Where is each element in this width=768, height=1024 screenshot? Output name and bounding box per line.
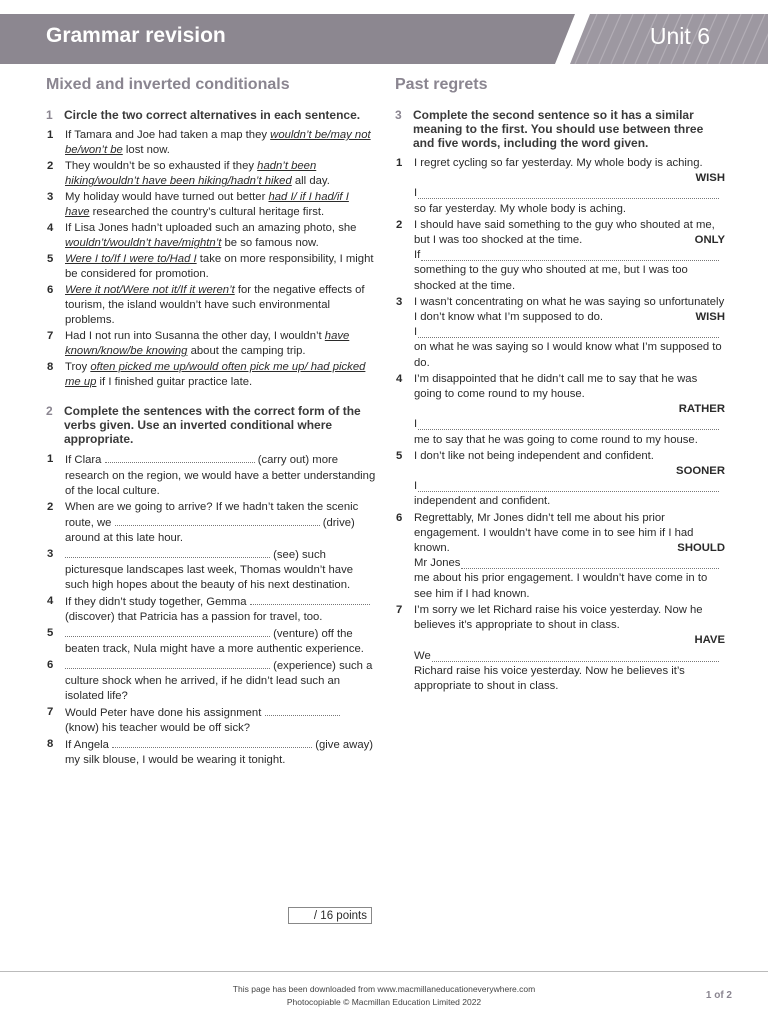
sentence-start: Would Peter have done his assignment (65, 706, 265, 719)
footer-divider (0, 971, 768, 972)
key-word: SOONER (676, 465, 725, 478)
alternatives-options[interactable]: wouldn’t/wouldn’t have/mightn’t (65, 236, 222, 249)
answer-blank[interactable] (65, 626, 270, 637)
sentence-part: take on more responsibility, I might be considered for promotion. (65, 252, 374, 280)
key-word-line (414, 402, 725, 417)
answer-blank[interactable] (65, 547, 270, 558)
list-item (395, 511, 725, 602)
sentence-start: If Angela (65, 738, 113, 751)
list-item (46, 452, 376, 499)
key-word: HAVE (694, 634, 725, 647)
key-word: WISH (695, 172, 725, 185)
answer-row (414, 248, 725, 263)
key-word: ONLY (694, 234, 725, 247)
list-item (46, 283, 376, 329)
item-text (65, 626, 376, 657)
list-item (46, 705, 376, 736)
answer-blank[interactable] (250, 594, 370, 605)
list-item (395, 603, 725, 694)
item-text (414, 449, 725, 510)
page-title: Grammar revision (46, 24, 226, 47)
item-text (65, 329, 376, 359)
exercise-3-list (395, 156, 725, 694)
answer-start: If (414, 249, 421, 262)
answer-start: I (414, 480, 418, 493)
item-number: 5 (47, 626, 54, 639)
alternatives-options[interactable]: often picked me up/would often pick me up/ had picked me up (65, 360, 366, 388)
item-number: 2 (47, 500, 54, 513)
key-word: SHOULD (677, 542, 725, 555)
answer-end: me about his prior engagement. I wouldn’t have come in to see him if I had known. (414, 572, 708, 600)
key-word-line (414, 633, 725, 648)
answer-start: I (414, 187, 418, 200)
footer (0, 983, 768, 1009)
item-number: 2 (47, 159, 54, 172)
answer-blank[interactable] (418, 325, 719, 338)
exercise-3-heading (395, 108, 725, 150)
key-word: WISH (695, 311, 725, 324)
item-text (414, 218, 725, 294)
answer-blank[interactable] (418, 417, 719, 430)
sentence-start: If Clara (65, 454, 105, 467)
alternatives-options[interactable]: Were I to/If I were to/Had I (65, 252, 197, 265)
item-text (65, 283, 376, 329)
item-text (65, 360, 376, 390)
sentence-start: When are we going to arrive? If we hadn’t taken the scenic route, we (65, 500, 359, 529)
list-item (46, 190, 376, 220)
item-text (65, 128, 376, 158)
list-item (46, 626, 376, 657)
item-number: 7 (47, 329, 54, 342)
item-number: 1 (47, 129, 54, 141)
item-number: 2 (396, 218, 403, 231)
key-word-line (414, 464, 725, 479)
answer-end: independent and confident. (414, 495, 551, 508)
answer-blank[interactable] (461, 556, 719, 569)
list-item (46, 128, 376, 158)
item-number: 1 (47, 453, 54, 466)
sentence-part: for the negative effects of tourism, the island wouldn’t have such environmental problems. (65, 283, 365, 326)
item-text (65, 221, 376, 251)
sentence-part: Had I not run into Susanna the other day, I wouldn’t (65, 329, 325, 342)
exercise-number: 3 (395, 108, 402, 122)
original-sentence (414, 603, 725, 633)
right-column (395, 74, 725, 695)
item-number: 6 (396, 511, 403, 524)
original-sentence (414, 372, 725, 402)
unit-label: Unit 6 (649, 23, 710, 49)
sentence-part: lost now. (122, 144, 170, 157)
alternatives-options[interactable]: wouldn’t be/may not be/won’t be (65, 129, 371, 157)
answer-blank[interactable] (65, 658, 270, 669)
exercise-2-heading (46, 404, 376, 446)
section-title-past-regrets: Past regrets (395, 76, 488, 93)
item-number: 4 (47, 221, 54, 234)
sentence-end: (experience) such a culture shock when he arrived, if he didn’t lead such an isolated life? (65, 659, 373, 702)
item-number: 6 (47, 283, 54, 296)
list-item (395, 449, 725, 510)
item-text (65, 737, 376, 768)
list-item (46, 547, 376, 594)
item-text (65, 159, 376, 189)
list-item (46, 221, 376, 251)
footer-copyright: Photocopiable © Macmillan Education Limited 2022 (286, 997, 482, 1007)
original-sentence (414, 295, 725, 325)
answer-blank[interactable] (432, 649, 719, 662)
sentence-part: If Lisa Jones hadn’t uploaded such an amazing photo, she (65, 221, 357, 234)
answer-end: on what he was saying so I would know what I’m supposed to do. (414, 341, 722, 369)
left-column (46, 74, 376, 769)
sentence-part: researched the country’s cultural heritage first. (89, 206, 325, 219)
item-text (65, 252, 376, 282)
answer-end: Richard raise his voice yesterday. Now he believes it’s appropriate to shout in class. (414, 664, 685, 692)
answer-start: I (414, 326, 418, 339)
exercise-instruction: Circle the two correct alternatives in each sentence. (64, 108, 361, 122)
page-header (0, 14, 768, 64)
list-item (395, 218, 725, 294)
list-item (46, 594, 376, 625)
item-number: 1 (396, 157, 403, 169)
alternatives-options[interactable]: have known/know/be knowing (65, 329, 350, 357)
answer-row (414, 556, 725, 571)
answer-row (414, 325, 725, 340)
item-number: 8 (47, 360, 54, 373)
list-item (46, 500, 376, 547)
list-item (395, 156, 725, 217)
answer-end: so far yesterday. My whole body is aching. (414, 202, 627, 215)
page-number: 1 of 2 (705, 990, 732, 1001)
item-text (65, 594, 376, 625)
item-number: 3 (396, 295, 403, 308)
item-text (65, 547, 376, 594)
exercise-number: 1 (46, 108, 53, 122)
item-number: 7 (396, 603, 403, 616)
item-text (414, 603, 725, 694)
answer-blank[interactable] (418, 479, 719, 492)
sentence-part: If Tamara and Joe had taken a map they (65, 129, 271, 141)
original-sentence (414, 218, 725, 248)
answer-row (414, 186, 725, 201)
answer-row (414, 417, 725, 432)
item-number: 8 (47, 737, 54, 750)
item-number: 4 (396, 372, 403, 385)
item-number: 5 (47, 252, 54, 265)
answer-blank[interactable] (115, 515, 320, 526)
answer-row (414, 479, 725, 494)
original-sentence-text: Regrettably, Mr Jones didn’t tell me about his prior engagement. I wouldn’t have come in to see him if I had known. (414, 511, 694, 555)
exercise-instruction: Complete the second sentence so it has a similar meaning to the first. You should use between three and five words, including the word given. (413, 108, 704, 150)
exercise-1-heading (46, 108, 376, 122)
answer-blank[interactable] (105, 452, 255, 463)
answer-start: I (414, 418, 418, 431)
original-sentence (414, 511, 725, 557)
original-sentence-text: I don’t like not being independent and confident. (414, 449, 654, 462)
answer-blank[interactable] (421, 248, 719, 261)
list-item (46, 360, 376, 390)
answer-end: me to say that he was going to come round to my house. (414, 433, 698, 446)
original-sentence-text: I wasn’t concentrating on what he was saying so unfortunately I don’t know what I’m supposed to do. (414, 295, 725, 324)
answer-start: We (414, 649, 431, 662)
item-text (65, 500, 376, 547)
sentence-end: (know) his teacher would be off sick? (65, 721, 251, 734)
list-item (46, 658, 376, 705)
item-text (65, 190, 376, 220)
answer-blank[interactable] (112, 737, 312, 748)
item-number: 5 (396, 449, 403, 462)
exercise-number: 2 (46, 404, 53, 419)
item-number: 7 (47, 705, 54, 718)
item-text (414, 372, 725, 448)
section-title-conditionals: Mixed and inverted conditionals (46, 76, 290, 93)
answer-row (414, 649, 725, 664)
sentence-part: They wouldn’t be so exhausted if they (65, 159, 258, 172)
item-number: 3 (47, 547, 54, 560)
answer-end: something to the guy who shouted at me, but I was too shocked at the time. (414, 264, 688, 292)
item-number: 3 (47, 190, 54, 203)
alternatives-options[interactable]: had I/ if I had/if I have (65, 190, 349, 219)
item-text (65, 658, 376, 705)
answer-start: Mr Jones (414, 557, 461, 570)
answer-blank[interactable] (418, 186, 719, 199)
item-number: 4 (47, 594, 54, 607)
footer-download-note: This page has been downloaded from www.macmillaneducationeverywhere.com (232, 984, 536, 994)
original-sentence-text: I’m disappointed that he didn’t call me to say that he was going to come round to my house. (414, 372, 698, 401)
original-sentence-text: I’m sorry we let Richard raise his voice yesterday. Now he believes it’s appropriate to shout in class. (414, 603, 703, 632)
sentence-part: about the camping trip. (187, 344, 306, 357)
sentence-end: (drive) around at this late hour. (65, 516, 355, 544)
sentence-part: if I finished guitar practice late. (96, 375, 253, 388)
alternatives-options[interactable]: Were it not/Were not it/If it weren’t (65, 283, 235, 296)
sentence-start: If they didn’t study together, Gemma (65, 595, 250, 608)
list-item (395, 372, 725, 448)
original-sentence-text: I should have said something to the guy who shouted at me, but I was too shocked at the time. (414, 218, 715, 247)
sentence-end: (discover) that Patricia has a passion for travel, too. (65, 610, 323, 623)
item-text (414, 156, 725, 217)
key-word: RATHER (678, 403, 725, 416)
exercise-2-list (46, 452, 376, 768)
answer-blank[interactable] (265, 705, 340, 716)
sentence-end: (venture) off the beaten track, Nula might have a more authentic experience. (65, 627, 364, 655)
original-sentence-text: I regret cycling so far yesterday. My whole body is aching. (414, 157, 703, 169)
list-item (46, 737, 376, 768)
points-box: / 16 points (288, 907, 372, 924)
item-text (65, 452, 376, 499)
sentence-part: My holiday would have turned out better (65, 190, 269, 203)
sentence-part: be so famous now. (221, 236, 319, 249)
item-text (414, 295, 725, 371)
sentence-part: Troy (65, 360, 91, 373)
list-item (46, 159, 376, 189)
list-item (46, 252, 376, 282)
sentence-end: (see) such picturesque landscapes last week, Thomas wouldn’t have such high hopes about the beauty of his next destination. (65, 548, 354, 592)
exercise-instruction: Complete the sentences with the correct form of the verbs given. Use an inverted conditional where appropriate. (64, 404, 361, 447)
item-text (414, 511, 725, 602)
item-number: 6 (47, 658, 54, 671)
list-item (395, 295, 725, 371)
list-item (46, 329, 376, 359)
sentence-part: all day. (291, 175, 330, 188)
alternatives-options[interactable]: hadn’t been hiking/wouldn’t have been hiking/hadn’t hiked (65, 159, 317, 188)
item-text (65, 705, 376, 736)
exercise-1-list (46, 128, 376, 390)
original-sentence (414, 449, 725, 464)
sentence-end: (give away) my silk blouse, I would be wearing it tonight. (65, 738, 374, 766)
sentence-end: (carry out) more research on the region, we would have a better understanding of the local culture. (65, 454, 376, 497)
original-sentence (414, 156, 725, 186)
